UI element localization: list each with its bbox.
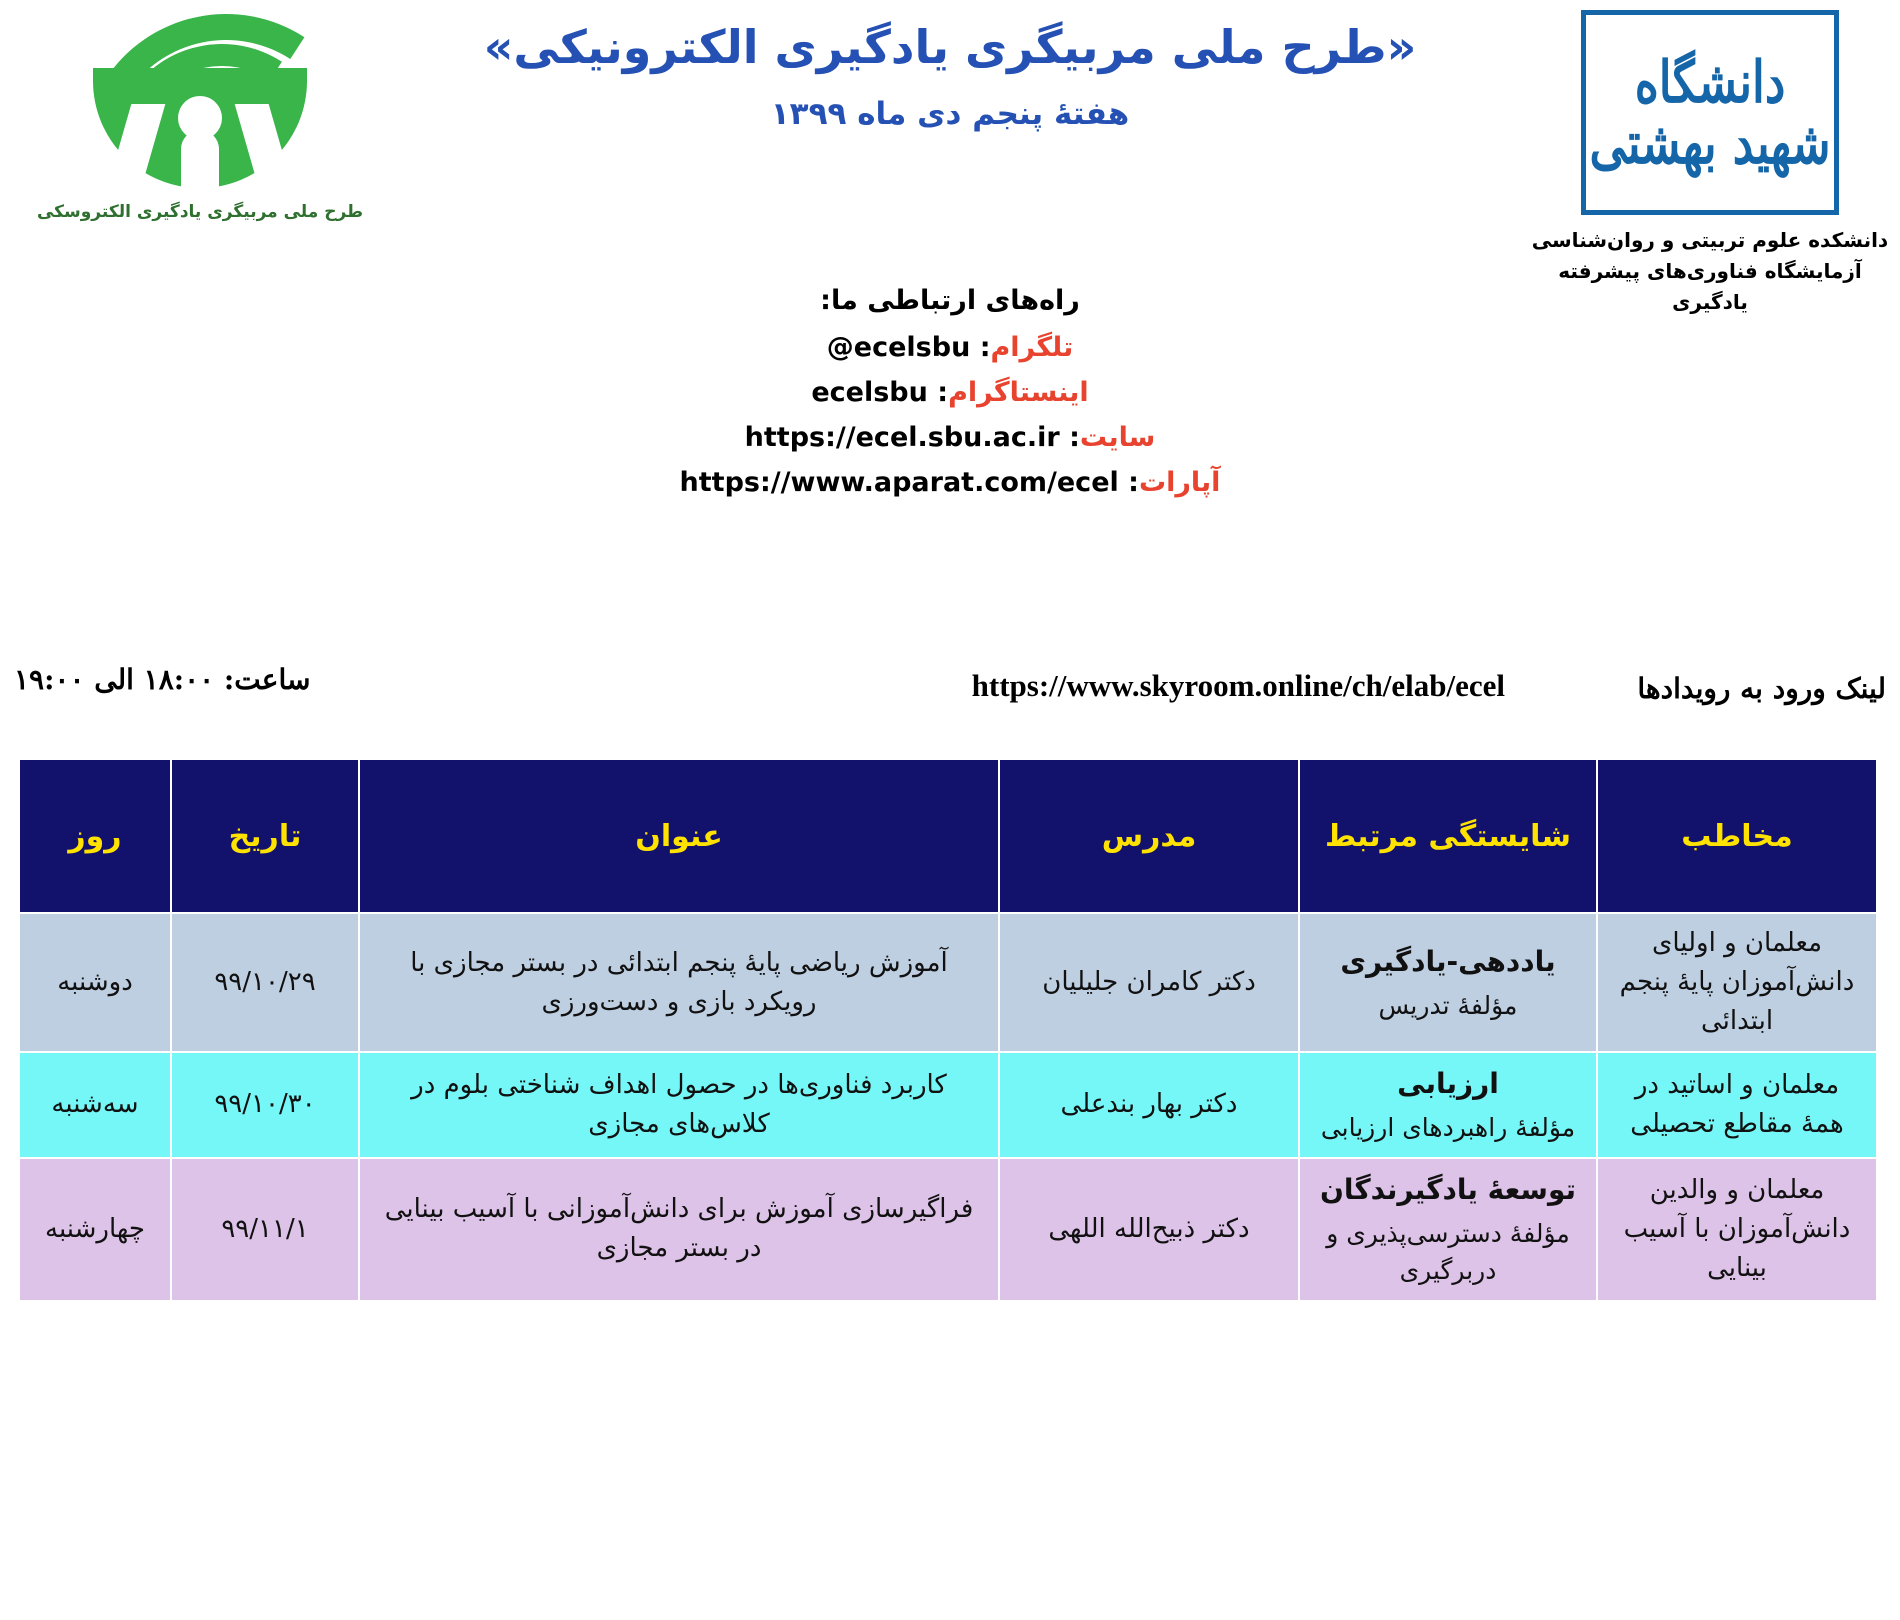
- university-emblem-text: دانشگاه شهید بهشتی: [1589, 48, 1831, 177]
- contact-value-aparat[interactable]: https://www.aparat.com/ecel: [679, 467, 1119, 498]
- table-row: [19, 1158, 1877, 1301]
- table-header-row: [19, 759, 1877, 913]
- contact-label-website: سایت: [1079, 422, 1156, 453]
- cell-competency-sub: مؤلفهٔ راهبردهای ارزیابی: [1320, 1113, 1576, 1142]
- cell-competency: [1299, 1158, 1597, 1301]
- contact-value-website[interactable]: https://ecel.sbu.ac.ir: [744, 422, 1060, 453]
- page-subtitle: هفتهٔ پنجم دی ماه ۱۳۹۹: [770, 96, 1130, 132]
- column-header-teacher: مدرس: [999, 759, 1299, 913]
- cell-teacher: دکتر ذبیح‌الله اللهی: [999, 1158, 1299, 1301]
- column-header-date: تاریخ: [171, 759, 359, 913]
- column-header-title: عنوان: [359, 759, 999, 913]
- cell-audience: معلمان و اولیای دانش‌آموزان پایهٔ پنجم ابتدائی: [1597, 913, 1877, 1052]
- cell-audience: معلمان و والدین دانش‌آموزان با آسیب بینایی: [1597, 1158, 1877, 1301]
- column-header-competency: شایستگی مرتبط: [1299, 759, 1597, 913]
- cell-date: ۹۹/۱۰/۳۰: [171, 1052, 359, 1158]
- cell-day: چهارشنبه: [19, 1158, 171, 1301]
- cell-teacher: دکتر بهار بندعلی: [999, 1052, 1299, 1158]
- cell-competency-main: توسعهٔ یادگیرندگان: [1319, 1172, 1577, 1206]
- column-header-day: روز: [19, 759, 171, 913]
- contact-label-instagram: اینستاگرام: [948, 377, 1089, 408]
- cell-title: کاربرد فناوری‌ها در حصول اهداف شناختی بلوم در کلاس‌های مجازی: [359, 1052, 999, 1158]
- university-faculty-line-2: آزمایشگاه فناوری‌های پیشرفته یادگیری: [1558, 259, 1862, 314]
- contact-value-instagram[interactable]: ecelsbu: [811, 377, 928, 408]
- cell-competency: [1299, 913, 1597, 1052]
- contact-heading: راه‌های ارتباطی ما:: [820, 285, 1080, 316]
- contact-row-website: سایت: https://ecel.sbu.ac.ir: [744, 422, 1156, 453]
- cell-competency-main: ارزیابی: [1397, 1067, 1499, 1100]
- cell-date: ۹۹/۱۱/۱: [171, 1158, 359, 1301]
- contact-value-telegram[interactable]: @ecelsbu: [826, 332, 971, 363]
- university-faculty-line-1: دانشکده علوم تربیتی و روان‌شناسی: [1531, 228, 1889, 252]
- contact-colon: :: [970, 332, 991, 363]
- cell-day: سه‌شنبه: [19, 1052, 171, 1158]
- contact-label-aparat: آپارات: [1138, 467, 1221, 498]
- event-link-url[interactable]: https://www.skyroom.online/ch/elab/ecel: [971, 668, 1505, 703]
- cell-title: فراگیرسازی آموزش برای دانش‌آموزانی با آسیب بینایی در بستر مجازی: [359, 1158, 999, 1301]
- program-logo-icon: [75, 8, 325, 198]
- contact-row-aparat: آپارات: https://www.aparat.com/ecel: [679, 467, 1221, 498]
- cell-date: ۹۹/۱۰/۲۹: [171, 913, 359, 1052]
- contact-row-telegram: [0, 332, 1900, 363]
- table-row: [19, 1052, 1877, 1158]
- cell-competency: [1299, 1052, 1597, 1158]
- cell-title: آموزش ریاضی پایهٔ پنجم ابتدائی در بستر مجازی با رویکرد بازی و دست‌ورزی: [359, 913, 999, 1052]
- cell-competency-main: یاددهی-یادگیری: [1340, 944, 1556, 978]
- cell-day: دوشنبه: [19, 913, 171, 1052]
- cell-audience: معلمان و اساتید در همهٔ مقاطع تحصیلی: [1597, 1052, 1877, 1158]
- cell-teacher: دکتر کامران جلیلیان: [999, 913, 1299, 1052]
- contact-block: [0, 285, 1900, 512]
- page-title: «طرح ملی مربیگری یادگیری الکترونیکی»: [483, 20, 1417, 74]
- program-logo-block: [30, 8, 370, 222]
- table-row: [19, 913, 1877, 1052]
- column-header-audience: مخاطب: [1597, 759, 1877, 913]
- schedule-table: [18, 758, 1878, 1302]
- cell-competency-sub: مؤلفهٔ دسترسی‌پذیری و دربرگیری: [1326, 1218, 1570, 1285]
- event-time: ساعت: ۱۸:۰۰ الی ۱۹:۰۰: [14, 663, 311, 696]
- contact-label-telegram: تلگرام: [990, 332, 1074, 363]
- event-link-row: [0, 660, 1900, 720]
- contact-row-instagram: اینستاگرام: ecelsbu: [811, 377, 1089, 408]
- cell-competency-sub: مؤلفهٔ تدریس: [1378, 990, 1518, 1020]
- program-logo-caption: طرح ملی مربیگری یادگیری الکتروسکی: [36, 202, 364, 222]
- event-link-label: لینک ورود به رویدادها: [1637, 672, 1886, 705]
